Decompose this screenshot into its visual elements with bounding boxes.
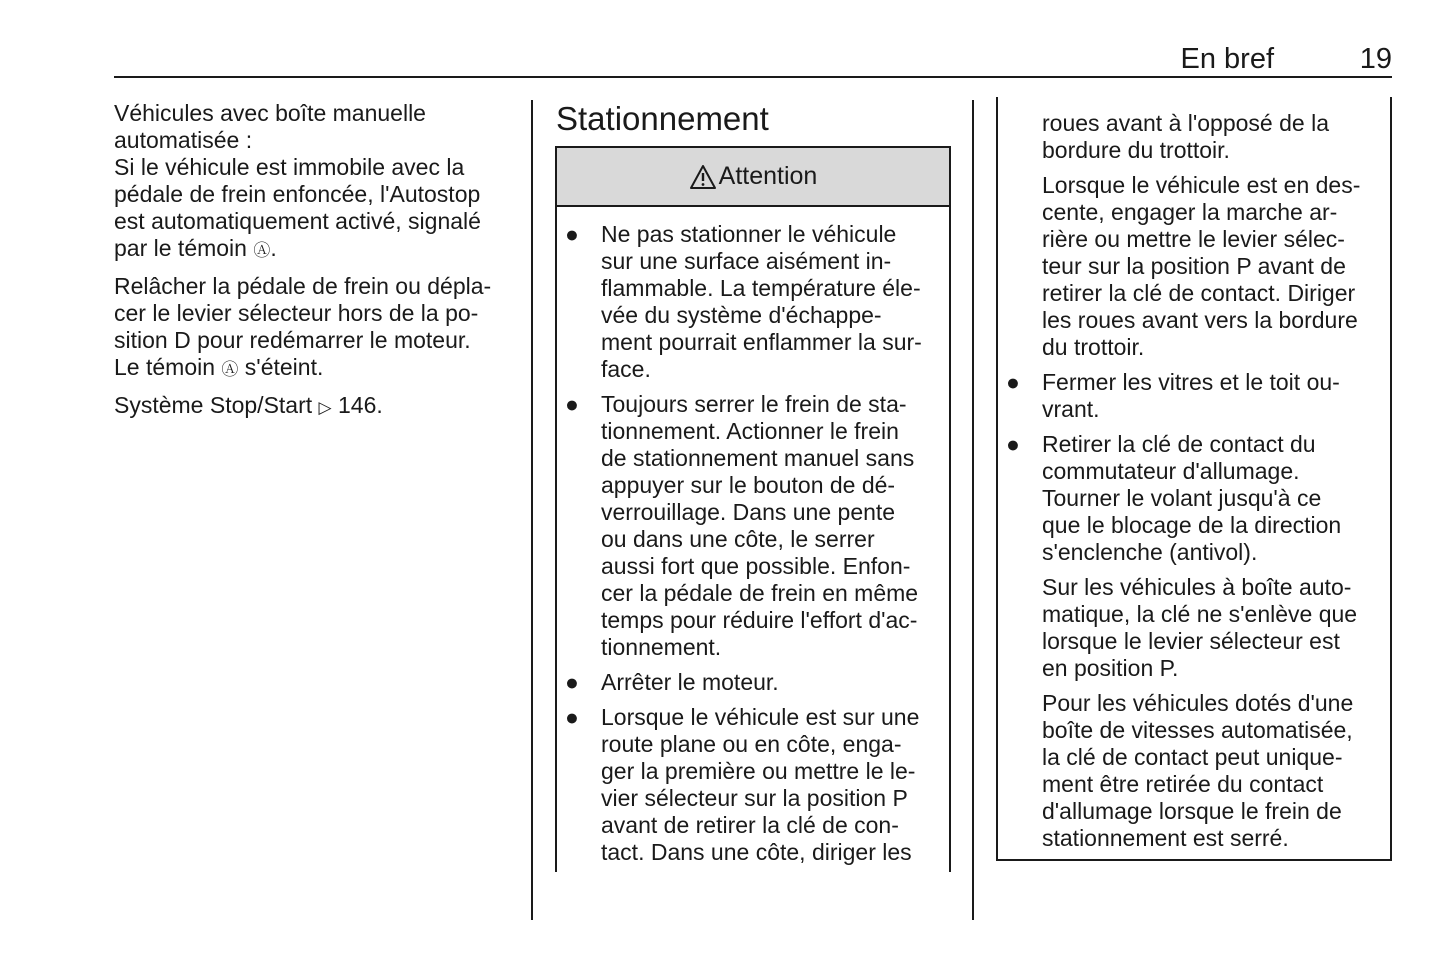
text-line: ment pourrait enflammer la sur- bbox=[601, 329, 922, 355]
text-line: en position P. bbox=[1042, 655, 1179, 681]
text-line: aussi fort que possible. Enfon- bbox=[601, 553, 911, 579]
running-header-title: En bref bbox=[1180, 43, 1274, 75]
autostop-indicator-icon: Ⓐ bbox=[221, 360, 239, 379]
page-number: 19 bbox=[1359, 43, 1392, 75]
page-reference-arrow-icon: ▷ bbox=[318, 398, 332, 417]
text-line: teur sur la position P avant de bbox=[1042, 253, 1346, 279]
left-column bbox=[114, 100, 514, 430]
text-line: que le blocage de la direction bbox=[1042, 512, 1342, 538]
cross-reference-label: Système Stop/Start bbox=[114, 392, 313, 418]
paragraph bbox=[1042, 574, 1390, 682]
subheading-automated-gearbox bbox=[114, 100, 514, 154]
text-line: Tourner le volant jusqu'à ce bbox=[1042, 485, 1322, 511]
text-line: Le témoin bbox=[114, 354, 216, 380]
list-item bbox=[998, 369, 1390, 423]
paragraph bbox=[1042, 431, 1390, 566]
warning-list bbox=[557, 207, 949, 866]
text-line: temps pour réduire l'effort d'ac- bbox=[601, 607, 918, 633]
text-line: vrant. bbox=[1042, 396, 1100, 422]
text-line: s'enclenche (antivol). bbox=[1042, 539, 1258, 565]
text-line: Sur les véhicules à boîte auto- bbox=[1042, 574, 1352, 600]
list-item-continued bbox=[998, 110, 1390, 361]
paragraph bbox=[1042, 690, 1390, 852]
text-line: ment être retirée du contact bbox=[1042, 771, 1324, 797]
text-line: les roues avant vers la bordure bbox=[1042, 307, 1358, 333]
text-line: stationnement est serré. bbox=[1042, 825, 1289, 851]
warning-box-continued bbox=[996, 97, 1392, 861]
text-line: sur une surface aisément in- bbox=[601, 248, 892, 274]
bullet-icon: ● bbox=[1006, 431, 1020, 457]
text-line: tionnement. bbox=[601, 634, 722, 660]
text-line: vier sélecteur sur la position P bbox=[601, 785, 908, 811]
paragraph bbox=[1042, 110, 1390, 164]
text-line: sition D pour redémarrer le moteur. bbox=[114, 327, 471, 353]
text-line: avant de retirer la clé de con- bbox=[601, 812, 899, 838]
paragraph-restart bbox=[114, 273, 514, 383]
subheading-line: Véhicules avec boîte manuelle bbox=[114, 100, 426, 126]
text-line: par le témoin bbox=[114, 235, 247, 261]
paragraph-autostop bbox=[114, 154, 514, 264]
text-line: cer la pédale de frein en même bbox=[601, 580, 919, 606]
text-line: tact. Dans une côte, diriger les bbox=[601, 839, 912, 865]
text-line: du trottoir. bbox=[1042, 334, 1145, 360]
list-item bbox=[557, 704, 949, 866]
autostop-indicator-icon: Ⓐ bbox=[253, 241, 271, 260]
column-divider-right bbox=[972, 100, 974, 920]
text-line: vée du système d'échappe- bbox=[601, 302, 882, 328]
bullet-icon: ● bbox=[565, 704, 579, 730]
text-line: pédale de frein enfoncée, l'Autostop bbox=[114, 181, 481, 207]
cross-reference-page[interactable]: 146. bbox=[338, 392, 383, 418]
text-line: Lorsque le véhicule est en des- bbox=[1042, 172, 1361, 198]
bullet-icon: ● bbox=[565, 391, 579, 417]
text-line: Pour les véhicules dotés d'une bbox=[1042, 690, 1354, 716]
text-line: de stationnement manuel sans bbox=[601, 445, 915, 471]
warning-list-continued bbox=[998, 97, 1390, 852]
text-line: cente, engager la marche ar- bbox=[1042, 199, 1338, 225]
text-line: cer le levier sélecteur hors de la po- bbox=[114, 300, 479, 326]
text-line: Arrêter le moteur. bbox=[601, 669, 779, 695]
text-line: la clé de contact peut unique- bbox=[1042, 744, 1343, 770]
text-line: face. bbox=[601, 356, 651, 382]
warning-triangle-icon bbox=[689, 164, 717, 190]
text-line: appuyer sur le bouton de dé- bbox=[601, 472, 896, 498]
text-line: ou dans une côte, le serrer bbox=[601, 526, 875, 552]
text-line: d'allumage lorsque le frein de bbox=[1042, 798, 1342, 824]
paragraph bbox=[1042, 172, 1390, 361]
text-line: est automatiquement activé, signalé bbox=[114, 208, 481, 234]
list-item bbox=[557, 391, 949, 661]
text-line: s'éteint. bbox=[244, 354, 324, 380]
text-line: retirer la clé de contact. Diriger bbox=[1042, 280, 1356, 306]
text-line: matique, la clé ne s'enlève que bbox=[1042, 601, 1358, 627]
column-divider-left bbox=[531, 100, 533, 920]
warning-box bbox=[555, 146, 951, 872]
header-divider bbox=[114, 76, 1392, 78]
text-line: ger la première ou mettre le le- bbox=[601, 758, 916, 784]
text-line: Si le véhicule est immobile avec la bbox=[114, 154, 465, 180]
text-line: route plane ou en côte, enga- bbox=[601, 731, 902, 757]
list-item bbox=[998, 431, 1390, 852]
text-line: rière ou mettre le levier sélec- bbox=[1042, 226, 1345, 252]
cross-reference[interactable] bbox=[114, 392, 514, 421]
list-item bbox=[557, 669, 949, 696]
text-line: flammable. La température éle- bbox=[601, 275, 921, 301]
text-line: bordure du trottoir. bbox=[1042, 137, 1230, 163]
subheading-line: automatisée : bbox=[114, 127, 253, 153]
text-line: boîte de vitesses automatisée, bbox=[1042, 717, 1353, 743]
bullet-icon: ● bbox=[1006, 369, 1020, 395]
text-line: commutateur d'allumage. bbox=[1042, 458, 1300, 484]
text-line: lorsque le levier sélecteur est bbox=[1042, 628, 1340, 654]
section-title: Stationnement bbox=[556, 100, 769, 137]
text-line: Toujours serrer le frein de sta- bbox=[601, 391, 907, 417]
text-line: Relâcher la pédale de frein ou dépla- bbox=[114, 273, 492, 299]
warning-label: Attention bbox=[718, 162, 818, 190]
text-line: tionnement. Actionner le frein bbox=[601, 418, 899, 444]
text-line: Retirer la clé de contact du bbox=[1042, 431, 1316, 457]
warning-header bbox=[557, 148, 949, 207]
text-line: Fermer les vitres et le toit ou- bbox=[1042, 369, 1340, 395]
text-line: roues avant à l'opposé de la bbox=[1042, 110, 1329, 136]
text-line: Lorsque le véhicule est sur une bbox=[601, 704, 920, 730]
text-line: . bbox=[270, 235, 277, 261]
text-line: Ne pas stationner le véhicule bbox=[601, 221, 897, 247]
text-line: verrouillage. Dans une pente bbox=[601, 499, 896, 525]
list-item bbox=[557, 221, 949, 383]
bullet-icon: ● bbox=[565, 221, 579, 247]
bullet-icon: ● bbox=[565, 669, 579, 695]
